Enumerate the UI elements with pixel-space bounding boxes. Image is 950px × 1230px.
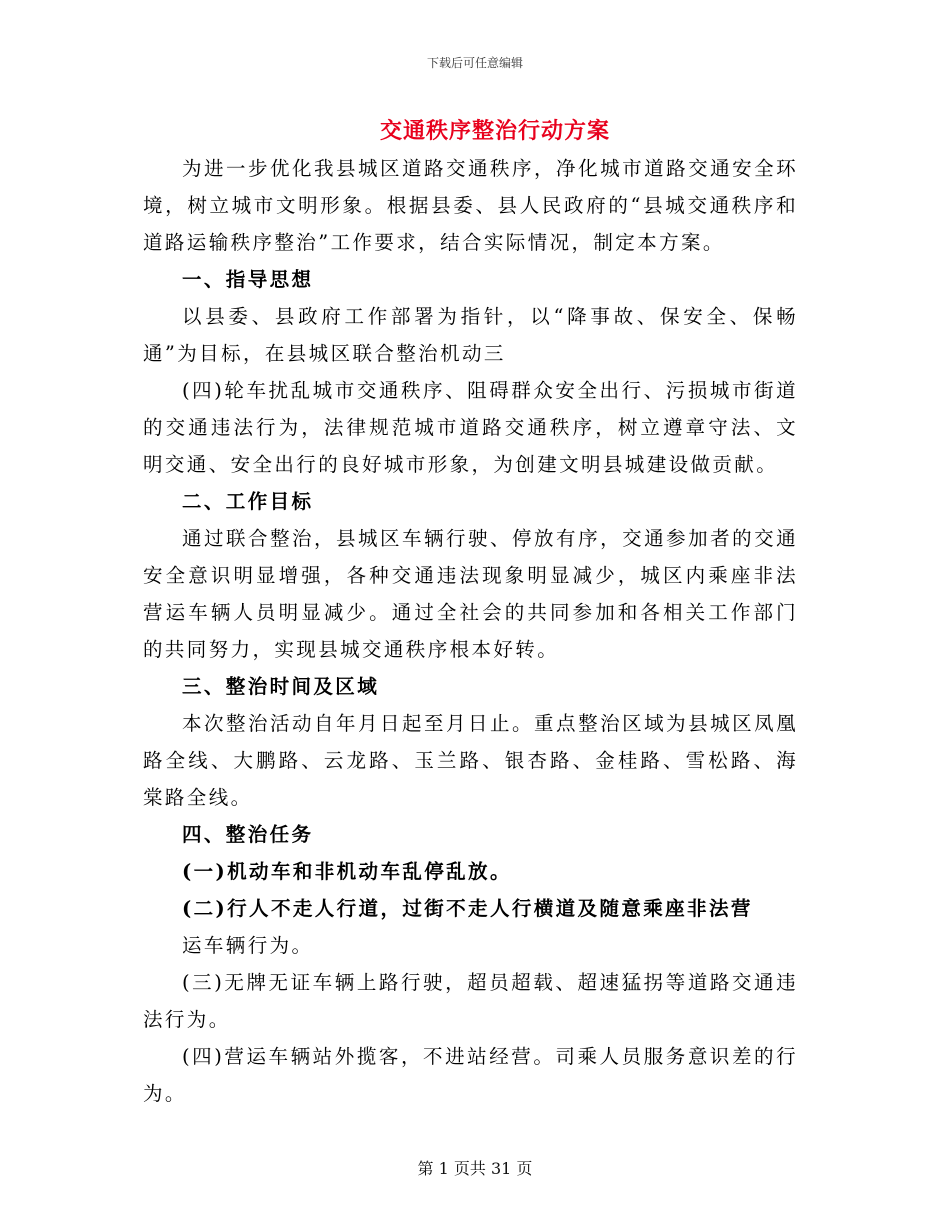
task-item-2: (二)行人不走人行道，过街不走人行横道及随意乘座非法营 [182, 897, 753, 920]
document-title: 交通秩序整治行动方案 [379, 118, 610, 144]
time-and-area-paragraph: 本次整治活动自年月日起至月日止。重点整治区域为县城区凤凰路全线、大鹏路、云龙路、玉兰路、银杏路、金桂路、雪松路、海棠路全线。 [143, 712, 798, 809]
header-note: 下载后可任意编辑 [426, 56, 523, 70]
work-goals-paragraph: 通过联合整治，县城区车辆行驶、停放有序，交通参加者的交通安全意识明显增强，各种交通违法现象明显减少，城区内乘座非法营运车辆人员明显减少。通过全社会的共同参加和各相关工作部门的共同努力，实现县城交通秩序根本好转。 [143, 527, 798, 661]
guiding-ideology-paragraph: 以县委、县政府工作部署为指针，以“降事故、保安全、保畅通”为目标，在县城区联合整治机动三 [143, 305, 798, 365]
section-heading-time-and-area: 三、整治时间及区域 [182, 675, 380, 698]
section-heading-guiding-ideology: 一、指导思想 [182, 268, 314, 291]
intro-paragraph: 为进一步优化我县城区道路交通秩序，净化城市道路交通安全环境，树立城市文明形象。根据县委、县人民政府的“县城交通秩序和道路运输秩序整治”工作要求，结合实际情况，制定本方案。 [143, 157, 798, 254]
page-number-footer: 第 1 页共 31 页 [417, 1159, 533, 1178]
task-item-1: (一)机动车和非机动车乱停乱放。 [182, 860, 512, 883]
task-item-3: (三)无牌无证车辆上路行驶，超员超载、超速猛拐等道路交通违法行为。 [143, 971, 798, 1031]
document-body [143, 150, 798, 1112]
section-heading-work-goals: 二、工作目标 [182, 490, 314, 513]
section-heading-tasks: 四、整治任务 [182, 823, 314, 846]
task-item-2-continuation: 运车辆行为。 [182, 934, 314, 957]
guiding-ideology-continuation: (四)轮车扰乱城市交通秩序、阻碍群众安全出行、污损城市街道的交通违法行为，法律规范城市道路交通秩序，树立遵章守法、文明交通、安全出行的良好城市形象，为创建文明县城建设做贡献。 [143, 379, 798, 476]
task-item-4: (四)营运车辆站外揽客，不进站经营。司乘人员服务意识差的行为。 [143, 1045, 798, 1105]
